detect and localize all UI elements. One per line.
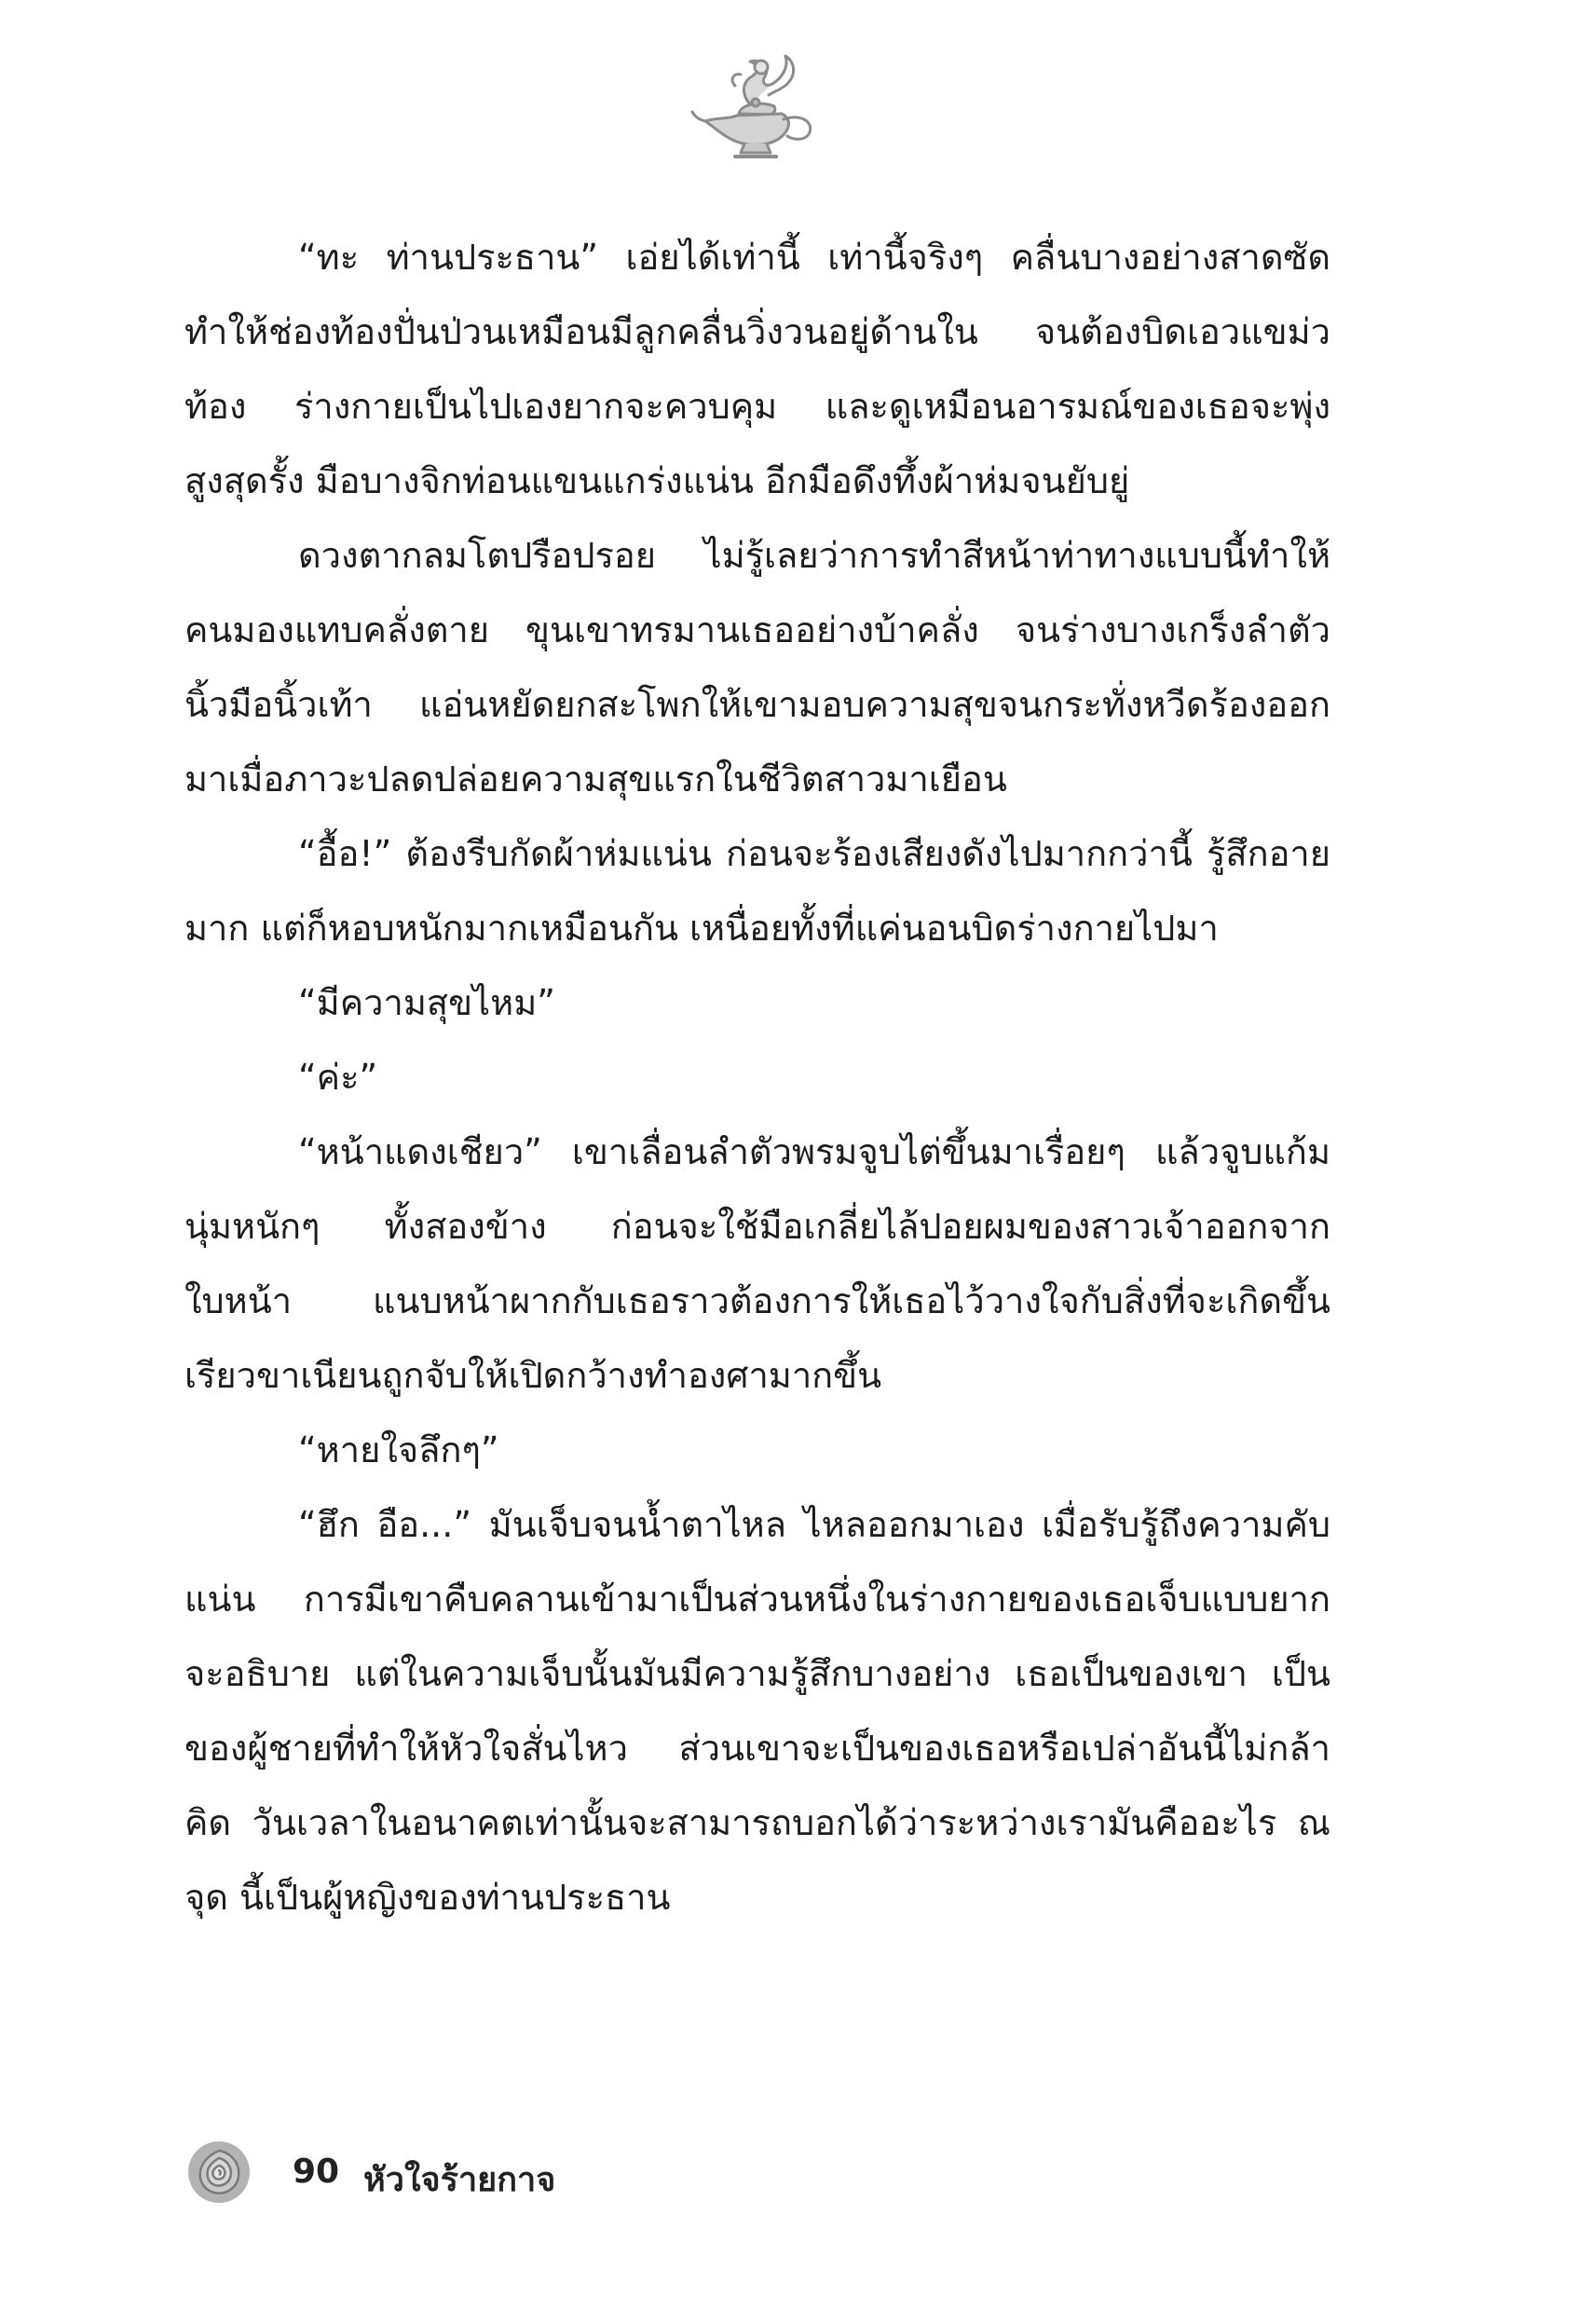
paragraph: “หน้าแดงเชียว” เขาเลื่อนลำตัวพรมจูบไต่ขึ้นมาเรื่อยๆ แล้วจูบแก้มนุ่มหนักๆ ทั้งสองข้าง ก่อนจะใช้มือเกลี่ยไล้ปอยผมของสาวเจ้าออกจากใบหน้า แนบหน้าผากกับเธอราวต้องการให้เธอไว้วางใจกับสิ่งที่จะเกิดขึ้น เรียวขาเนียนถูกจับให้เปิดกว้างทำองศามากขึ้น xyxy=(184,1131,1330,1396)
rose-icon xyxy=(186,2140,252,2205)
paragraph: “มีความสุขไหม” xyxy=(298,982,555,1023)
paragraph: “ฮึก อือ...” มันเจ็บจนน้ำตาไหล ไหลออกมาเอง เมื่อรับรู้ถึงความคับแน่น การมีเขาคืบคลานเข้ามาเป็นส่วนหนึ่งในร่างกายของเธอเจ็บแบบยากจะอธิบาย แต่ในความเจ็บนั้นมันมีความรู้สึกบางอย่าง เธอเป็นของเขา เป็นของผู้ชายที่ทำให้หัวใจสั่นไหว ส่วนเขาจะเป็นของเธอหรือเปล่าอันนี้ไม่กล้าคิด วันเวลาในอนาคตเท่านั้นจะสามารถบอกได้ว่าระหว่างเรามันคืออะไร ณ จุด นี้เป็นผู้หญิงของท่านประธาน xyxy=(184,1504,1330,1918)
paragraph: “ค่ะ” xyxy=(298,1057,378,1098)
story-text xyxy=(184,220,1330,1935)
paragraph: ดวงตากลมโตปรือปรอย ไม่รู้เลยว่าการทำสีหน้าท่าทางแบบนี้ทำให้คนมองแทบคลั่งตาย ขุนเขาทรมานเธออย่างบ้าคลั่ง จนร่างบางเกร็งลำตัว นิ้วมือนิ้วเท้า แอ่นหยัดยกสะโพกให้เขามอบความสุขจนกระทั่งหวีดร้องออกมาเมื่อภาวะปลดปล่อยความสุขแรกในชีวิตสาวมาเยือน xyxy=(184,535,1330,800)
paragraph: “ทะ ท่านประธาน” เอ่ยได้เท่านี้ เท่านี้จริงๆ คลื่นบางอย่างสาดซัดทำให้ช่องท้องปั่นป่วนเหมือนมีลูกคลื่นวิ่งวนอยู่ด้านใน จนต้องบิดเอวแขม่วท้อง ร่างกายเป็นไปเองยากจะควบคุม และดูเหมือนอารมณ์ของเธอจะพุ่งสูงสุดรั้ง มือบางจิกท่อนแขนแกร่งแน่น อีกมือดึงทึ้งผ้าห่มจนยับยู่ xyxy=(184,237,1330,501)
page-number: 90 xyxy=(293,2153,340,2191)
page-footer xyxy=(186,2140,932,2207)
paragraph: “อื้อ!” ต้องรีบกัดผ้าห่มแน่น ก่อนจะร้องเสียงดังไปมากกว่านี้ รู้สึกอายมาก แต่ก็หอบหนักมากเหมือนกัน เหนื่อยทั้งที่แค่นอนบิดร่างกายไปมา xyxy=(184,833,1330,949)
paragraph: “หายใจลึกๆ” xyxy=(298,1429,499,1470)
book-title: หัวใจร้ายกาจ xyxy=(363,2161,556,2199)
genie-lamp-icon xyxy=(685,47,825,166)
